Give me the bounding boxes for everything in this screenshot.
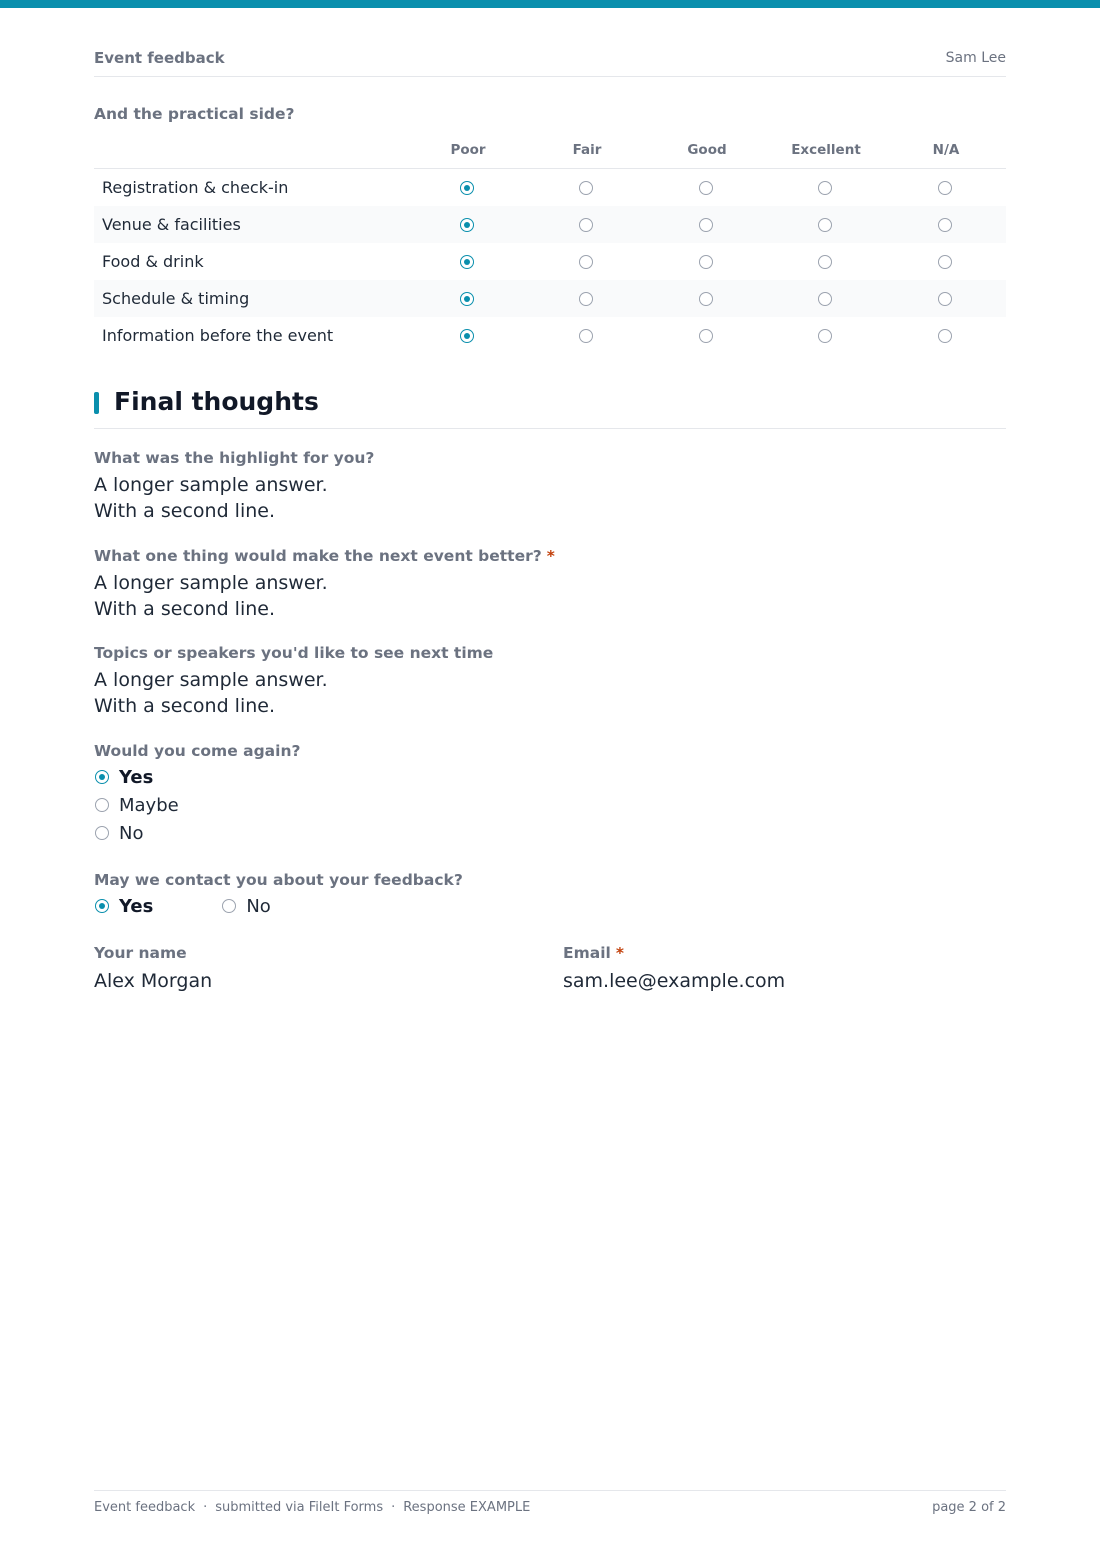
radio-option-label: No [119, 822, 144, 844]
radio-selected-icon[interactable] [95, 899, 109, 913]
name-value: Alex Morgan [94, 970, 213, 992]
radio-selected-icon[interactable] [460, 292, 474, 306]
matrix-row-label: Food & drink [102, 252, 204, 271]
question-topics [94, 644, 994, 719]
matrix-cell [699, 291, 715, 307]
radio-option[interactable] [221, 892, 270, 920]
question-come-again [94, 742, 994, 847]
radio-unselected-icon[interactable] [579, 255, 593, 269]
answer-line: A longer sample answer. [94, 572, 328, 594]
radio-unselected-icon[interactable] [699, 292, 713, 306]
matrix-cell [818, 291, 834, 307]
matrix-row-label: Venue & facilities [102, 215, 241, 234]
top-accent-bar [0, 0, 1100, 8]
footer-form-name: Event feedback [94, 1500, 196, 1515]
matrix-header [94, 132, 1006, 169]
matrix-row-label: Information before the event [102, 326, 334, 345]
matrix-cell [699, 254, 715, 270]
radio-option-label: Maybe [119, 794, 179, 816]
field-your-name [94, 944, 212, 994]
radio-selected-icon[interactable] [460, 218, 474, 232]
radio-unselected-icon[interactable] [818, 255, 832, 269]
matrix-row-label: Schedule & timing [102, 289, 250, 308]
matrix-column-header: Good [687, 142, 727, 158]
matrix-cell [699, 217, 715, 233]
radio-unselected-icon[interactable] [579, 218, 593, 232]
radio-selected-icon[interactable] [460, 255, 474, 269]
footer-separator: · [391, 1500, 396, 1515]
matrix-cell [938, 254, 954, 270]
question-label: May we contact you about your feedback? [94, 871, 463, 889]
radio-unselected-icon[interactable] [222, 899, 236, 913]
radio-unselected-icon[interactable] [699, 255, 713, 269]
radio-unselected-icon[interactable] [818, 218, 832, 232]
page-footer [94, 1490, 1006, 1521]
matrix-cell [818, 254, 834, 270]
radio-option-label: No [246, 895, 271, 917]
come-again-options [94, 763, 994, 847]
radio-unselected-icon[interactable] [818, 181, 832, 195]
radio-unselected-icon[interactable] [938, 292, 952, 306]
matrix-cell [460, 328, 476, 344]
radio-unselected-icon[interactable] [938, 329, 952, 343]
radio-option[interactable] [94, 763, 994, 791]
radio-selected-icon[interactable] [95, 770, 109, 784]
question-label: Would you come again? [94, 742, 301, 760]
question-highlight [94, 449, 994, 524]
matrix-cell [579, 328, 595, 344]
matrix-row [94, 243, 1006, 280]
matrix-cell [460, 217, 476, 233]
question-improve [94, 547, 994, 622]
matrix-cell [938, 291, 954, 307]
required-marker: * [615, 944, 624, 962]
matrix-row [94, 206, 1006, 243]
matrix-cell [818, 180, 834, 196]
matrix-cell [460, 291, 476, 307]
matrix-column-header: N/A [932, 142, 960, 158]
footer-info [94, 1500, 530, 1515]
radio-unselected-icon[interactable] [95, 826, 109, 840]
field-label [563, 944, 785, 962]
section-final-thoughts [94, 387, 1006, 429]
field-label: Your name [94, 944, 187, 962]
required-marker: * [546, 547, 555, 565]
answer-line: A longer sample answer. [94, 474, 328, 496]
form-title: Event feedback [94, 49, 225, 67]
rating-matrix [94, 132, 1006, 354]
radio-unselected-icon[interactable] [579, 181, 593, 195]
field-email [563, 944, 785, 994]
radio-unselected-icon[interactable] [579, 292, 593, 306]
matrix-row [94, 169, 1006, 206]
matrix-cell [579, 254, 595, 270]
footer-separator: · [203, 1500, 208, 1515]
matrix-cell [938, 180, 954, 196]
answer-text [94, 472, 994, 524]
radio-option[interactable] [94, 791, 994, 819]
radio-selected-icon[interactable] [460, 181, 474, 195]
page-number: page 2 of 2 [932, 1500, 1006, 1515]
radio-option-label: Yes [119, 766, 154, 788]
answer-text [94, 667, 994, 719]
radio-unselected-icon[interactable] [938, 218, 952, 232]
radio-option-label: Yes [119, 895, 154, 917]
matrix-column-header: Excellent [791, 142, 861, 158]
radio-unselected-icon[interactable] [95, 798, 109, 812]
section-title: Final thoughts [114, 387, 319, 416]
matrix-cell [579, 291, 595, 307]
answer-line: A longer sample answer. [94, 669, 328, 691]
radio-unselected-icon[interactable] [938, 181, 952, 195]
radio-option[interactable] [94, 892, 153, 920]
field-label-text: Email [563, 944, 611, 962]
matrix-cell [938, 217, 954, 233]
radio-selected-icon[interactable] [460, 329, 474, 343]
question-label-text: What one thing would make the next event better? [94, 547, 542, 565]
radio-unselected-icon[interactable] [938, 255, 952, 269]
matrix-column-header: Poor [450, 142, 486, 158]
footer-via: submitted via FileIt Forms [215, 1500, 384, 1515]
question-label: Topics or speakers you'd like to see next time [94, 644, 494, 662]
radio-unselected-icon[interactable] [818, 329, 832, 343]
matrix-cell [699, 180, 715, 196]
matrix-cell [579, 217, 595, 233]
matrix-cell [699, 328, 715, 344]
contact-options [94, 892, 994, 920]
respondent-name: Sam Lee [945, 50, 1006, 66]
radio-unselected-icon[interactable] [699, 218, 713, 232]
question-contact [94, 871, 994, 920]
question-label: What was the highlight for you? [94, 449, 375, 467]
section-accent-bar [94, 392, 99, 414]
answer-line: With a second line. [94, 598, 275, 620]
email-value: sam.lee@example.com [563, 970, 786, 992]
page-header [94, 46, 1006, 77]
answer-line: With a second line. [94, 695, 275, 717]
radio-unselected-icon[interactable] [818, 292, 832, 306]
answer-text [94, 570, 994, 622]
matrix-row-label: Registration & check-in [102, 178, 289, 197]
matrix-row [94, 317, 1006, 354]
radio-option[interactable] [94, 819, 994, 847]
footer-response: Response EXAMPLE [403, 1500, 531, 1515]
matrix-column-header: Fair [572, 142, 602, 158]
question-label [94, 547, 994, 565]
radio-unselected-icon[interactable] [699, 329, 713, 343]
matrix-cell [460, 180, 476, 196]
matrix-cell [460, 254, 476, 270]
matrix-question-label: And the practical side? [94, 105, 295, 123]
matrix-row [94, 280, 1006, 317]
matrix-cell [818, 217, 834, 233]
radio-unselected-icon[interactable] [699, 181, 713, 195]
matrix-cell [818, 328, 834, 344]
answer-line: With a second line. [94, 500, 275, 522]
matrix-cell [938, 328, 954, 344]
matrix-cell [579, 180, 595, 196]
radio-unselected-icon[interactable] [579, 329, 593, 343]
